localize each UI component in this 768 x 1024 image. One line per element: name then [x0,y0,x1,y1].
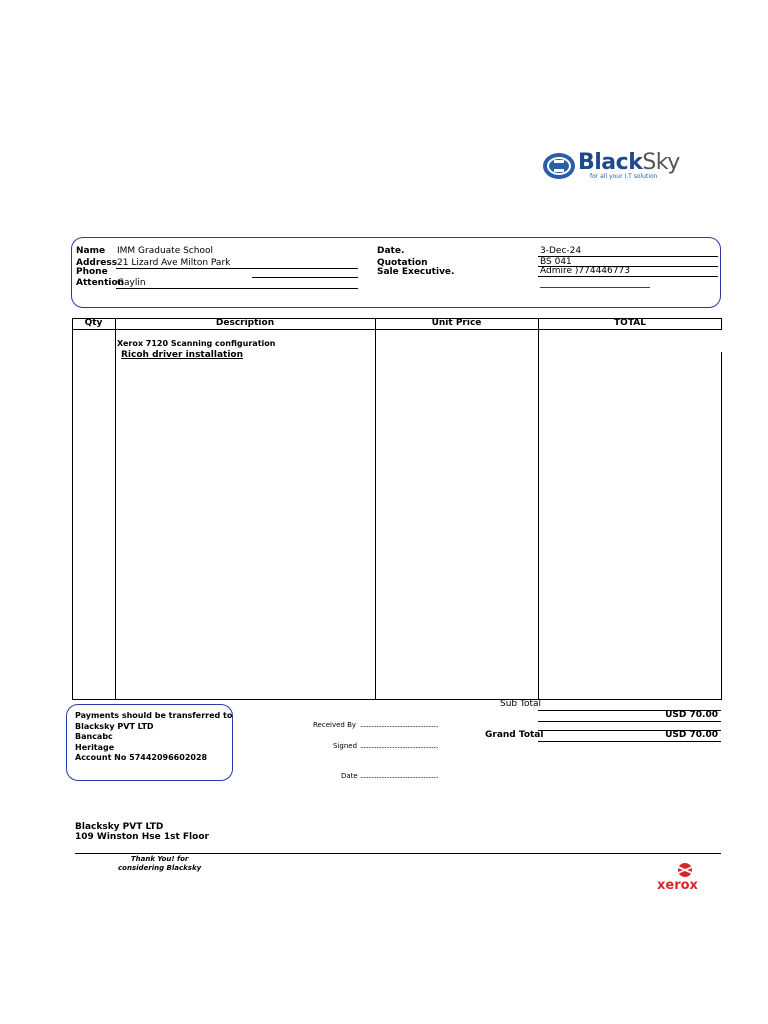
subtotal-label: Sub Total [500,699,542,709]
sales-underline [538,276,718,277]
attention-value: Gaylin [117,278,146,288]
date-label: Date. [377,246,405,256]
logo-tagline: for all your I.T solution [590,173,658,180]
total-col-stub [716,330,724,352]
signed-label: Signed [333,742,358,750]
xerox-wordmark: xerox [657,878,698,893]
name-value: IMM Graduate School [117,246,213,256]
grand-total-label: Grand Total [485,730,544,740]
date-sign-dots: ................................................ [360,772,439,780]
payment-details [75,711,232,764]
payment-line: Account No 57442096602028 [75,753,208,762]
payment-line: Blacksky PVT LTD [75,721,154,731]
payment-line: Bancabc [75,732,113,741]
sales-label: Sale Executive. [377,267,455,277]
received-by-label: Received By [313,721,357,729]
name-label: Name [76,246,106,256]
brand-blue: Sky [642,150,680,175]
col-divider-2 [375,318,376,700]
phone-label: Phone [76,267,108,277]
address-value: 21 Lizard Ave Milton Park [117,258,231,268]
blacksky-logo-wordmark [578,150,680,175]
quotation-label: Quotation [377,258,428,268]
payment-line: Payments should be transferred to [75,711,233,720]
thank-you-note [118,855,201,873]
header-total: TOTAL [614,318,646,328]
thank-you-line-2: considering Blacksky [118,864,202,872]
address-label: Address [76,258,118,268]
date-sign-label: Date [341,772,358,780]
subtotal-value: USD 70.00 [665,710,718,720]
header-unit-price: Unit Price [431,318,482,328]
signed-dots: ................................................ [360,742,439,750]
payment-line: Heritage [75,742,115,752]
company-address: 109 Winston Hse 1st Floor [75,832,209,842]
header-divider [72,329,722,330]
quotation-value: BS 041 [540,257,572,267]
attention-underline [116,288,358,289]
attention-label: Attention [76,278,125,288]
date-value: 3-Dec-24 [540,246,582,256]
header-description: Description [215,318,275,328]
phone-underline [252,277,358,278]
sales-value: Admire )774446773 [540,266,630,276]
blacksky-logo-icon [542,152,576,180]
col-divider-3 [538,318,539,700]
table-outline [72,318,722,700]
xerox-sphere-icon [675,862,695,878]
address-underline [116,268,358,269]
blacksky-logo [540,148,710,184]
items-table [72,318,722,700]
brand-black: Black [578,150,643,175]
header-qty: Qty [84,318,103,328]
received-by-dots: ................................................ [360,721,439,729]
xerox-logo [655,862,715,896]
grand-total-value: USD 70.00 [665,730,718,740]
sales-underline-blue [540,287,650,288]
footer-rule [75,853,721,854]
item-1-description: Xerox 7120 Scanning configuration [117,339,276,348]
thank-you-line-1: Thank You! for [130,855,189,863]
item-2-description: Ricoh driver installation [121,350,244,360]
company-name: Blacksky PVT LTD [75,822,164,832]
col-divider-1 [115,318,116,700]
